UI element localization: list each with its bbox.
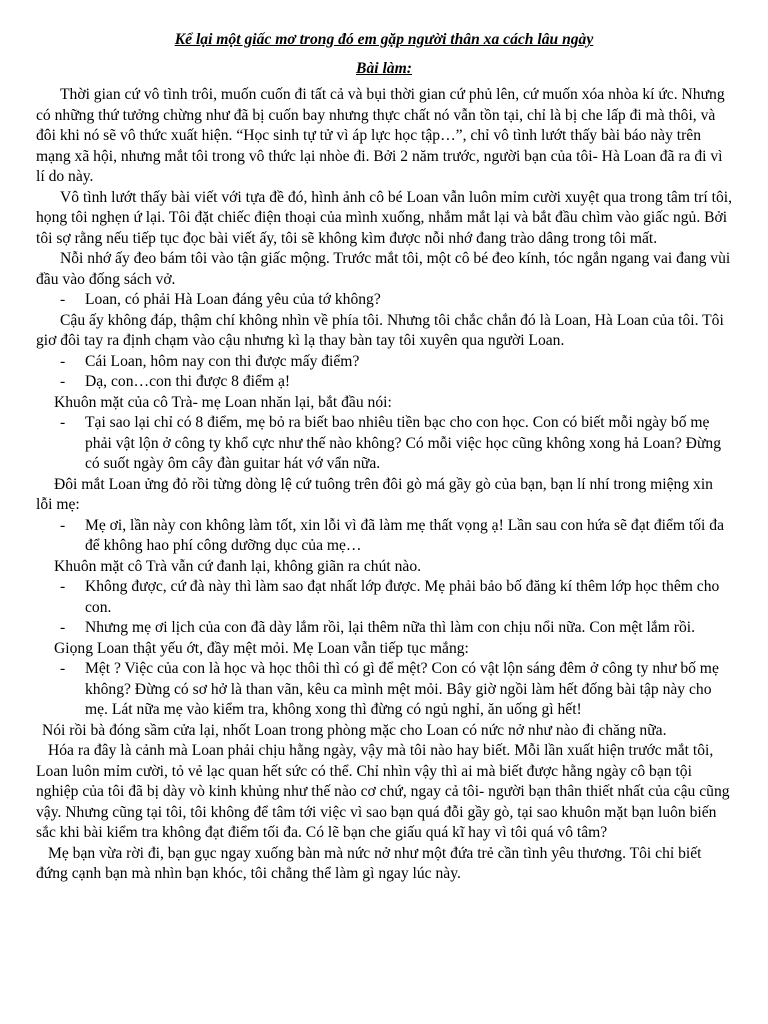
dash-bullet: -: [60, 516, 66, 534]
paragraph: Hóa ra đây là cảnh mà Loan phải chịu hằng ngày, vậy mà tôi nào hay biết. Mỗi lần xuất hiện trước mắt tôi, Loan luôn mỉm cười, tỏ vẻ lạc quan hết sức có thể. Chỉ nhìn vậy thì ai mà biết được hằng ngày cô bạn tội nghiệp của tôi đã bị dày vò kinh khủng như thế nào cơ chứ, ngay cả tôi- người bạn thân thiết nhất của cậu cũng vậy. Nhưng cũng tại tôi, tôi không để tâm tới việc vì sao bạn quá đỗi gầy gò, tại sao khuôn mặt bạn luôn biến sắc khi bài kiểm tra không đạt điểm tối đa. Có lẽ bạn che giấu quá kĩ hay vì tôi quá vô tâm?: [36, 742, 730, 841]
dialogue-line: [36, 290, 732, 311]
paragraph: Cậu ấy không đáp, thậm chí không nhìn về phía tôi. Nhưng tôi chắc chắn đó là Loan, Hà Loan của tôi. Tôi giơ đôi tay ra định chạm vào cậu nhưng kì lạ thay bàn tay tôi xuyên qua người Loan.: [36, 311, 724, 349]
dialogue-text: Không được, cứ đà này thì làm sao đạt nhất lớp được. Mẹ phải bảo bố đăng kí thêm lớp học thêm cho con.: [85, 578, 720, 616]
dialogue-text: Nhưng mẹ ơi lịch của con đã dày lắm rồi, lại thêm nữa thì làm con chịu nổi nữa. Con mệt lắm rồi.: [85, 619, 695, 636]
paragraph: Thời gian cứ vô tình trôi, muốn cuốn đi tất cả và bụi thời gian cứ phủ lên, cứ muốn xóa nhòa kí ức. Nhưng có những thứ tưởng chừng như đã bị cuốn bay nhưng thực chất nó vẫn tồn tại, chỉ là bị che lấp đi mà thôi, và đôi khi nó sẽ vô thức xuất hiện. “Học sinh tự tử vì áp lực học tập…”, chỉ vô tình lướt thấy bài báo này trên mạng xã hội, nhưng mắt tôi trong vô thức lại nhòe đi. Bởi 2 năm trước, người bạn của tôi- Hà Loan đã ra đi vì lí do này.: [36, 86, 725, 185]
dialogue-text: Cái Loan, hôm nay con thi được mấy điểm?: [85, 352, 360, 370]
dialogue-text: Mẹ ơi, lần này con không làm tốt, xin lỗi vì đã làm mẹ thất vọng ạ! Lần sau con hứa sẽ đạt điểm tối đa để không hao phí công dưỡng dục của mẹ…: [85, 516, 725, 554]
dialogue-line: [36, 516, 732, 557]
dialogue-line: [36, 413, 732, 475]
dialogue-line: [36, 352, 732, 373]
paragraph: Đôi mắt Loan ửng đỏ rồi từng dòng lệ cứ tuông trên đôi gò má gầy gò của bạn, bạn lí nhí trong miệng xin lỗi mẹ:: [36, 475, 713, 513]
paragraph: Giọng Loan thật yếu ớt, đầy mệt mỏi. Mẹ Loan vẫn tiếp tục mắng:: [54, 639, 469, 657]
dash-bullet: -: [60, 578, 66, 595]
dash-bullet: -: [60, 619, 66, 636]
essay-body: [36, 85, 732, 885]
dialogue-line: [36, 618, 732, 639]
paragraph: Nói rồi bà đóng sầm cửa lại, nhốt Loan trong phòng mặc cho Loan có nức nở như nào đi chăng nữa.: [42, 721, 667, 739]
paragraph: Nỗi nhớ ấy đeo bám tôi vào tận giấc mộng. Trước mắt tôi, một cô bé đeo kính, tóc ngắn ngang vai đang vùi đầu vào đống sách vở.: [36, 250, 731, 288]
dialogue-line: [36, 659, 732, 721]
dialogue-line: [36, 372, 732, 393]
dash-bullet: -: [60, 291, 66, 308]
dialogue-text: Loan, có phải Hà Loan đáng yêu của tớ không?: [85, 291, 381, 308]
dialogue-text: Tại sao lại chỉ có 8 điểm, mẹ bỏ ra biết bao nhiêu tiền bạc cho con học. Con có biết mỗi ngày bố mẹ phải vật lộn ở công ty khổ cực như thế nào không? Có mỗi việc học cũng không xong hả Loan? Đừng có suốt ngày ôm cây đàn guitar hát vớ vẩn nữa.: [85, 414, 721, 472]
dialogue-line: [36, 577, 732, 618]
essay-title: Kể lại một giấc mơ trong đó em gặp người thân xa cách lâu ngày: [174, 31, 594, 48]
paragraph: Mẹ bạn vừa rời đi, bạn gục ngay xuống bàn mà nức nở như một đứa trẻ cần tình yêu thương. Tôi chỉ biết đứng cạnh bạn mà nhìn bạn khóc, tôi chẳng thể làm gì ngay lúc này.: [36, 844, 702, 882]
paragraph: Khuôn mặt của cô Trà- mẹ Loan nhăn lại, bắt đầu nói:: [54, 393, 392, 411]
essay-subtitle: Bài làm:: [356, 59, 412, 77]
dash-bullet: -: [60, 352, 66, 370]
paragraph: Vô tình lướt thấy bài viết với tựa đề đó, hình ảnh cô bé Loan vẫn luôn mỉm cười xuyệt qua trong tâm trí tôi, họng tôi nghẹn ứ lại. Tôi đặt chiếc điện thoại của mình xuống, nhắm mắt lại và bắt đầu chìm vào giấc ngủ. Bởi tôi sợ rằng nếu tiếp tục đọc bài viết ấy, tôi sẽ không kìm được nỗi nhớ đang trào dâng trong tôi mất.: [36, 188, 732, 247]
dash-bullet: -: [60, 660, 66, 677]
paragraph: Khuôn mặt cô Trà vẫn cứ đanh lại, không giãn ra chút nào.: [54, 557, 422, 575]
dialogue-text: Dạ, con…con thi được 8 điểm ạ!: [85, 373, 291, 390]
dash-bullet: -: [60, 373, 66, 390]
dash-bullet: -: [60, 414, 66, 431]
dialogue-text: Mệt ? Việc của con là học và học thôi thì có gì để mệt? Con có vật lộn sáng đêm ở công ty như bố mẹ không? Đừng có sơ hở là than vãn, kêu ca mình mệt mỏi. Bây giờ ngồi làm hết đống bài tập này cho mẹ. Lát nữa mẹ vào kiểm tra, không xong thì đừng có ngủ nghỉ, ăn uống gì hết!: [85, 660, 719, 718]
